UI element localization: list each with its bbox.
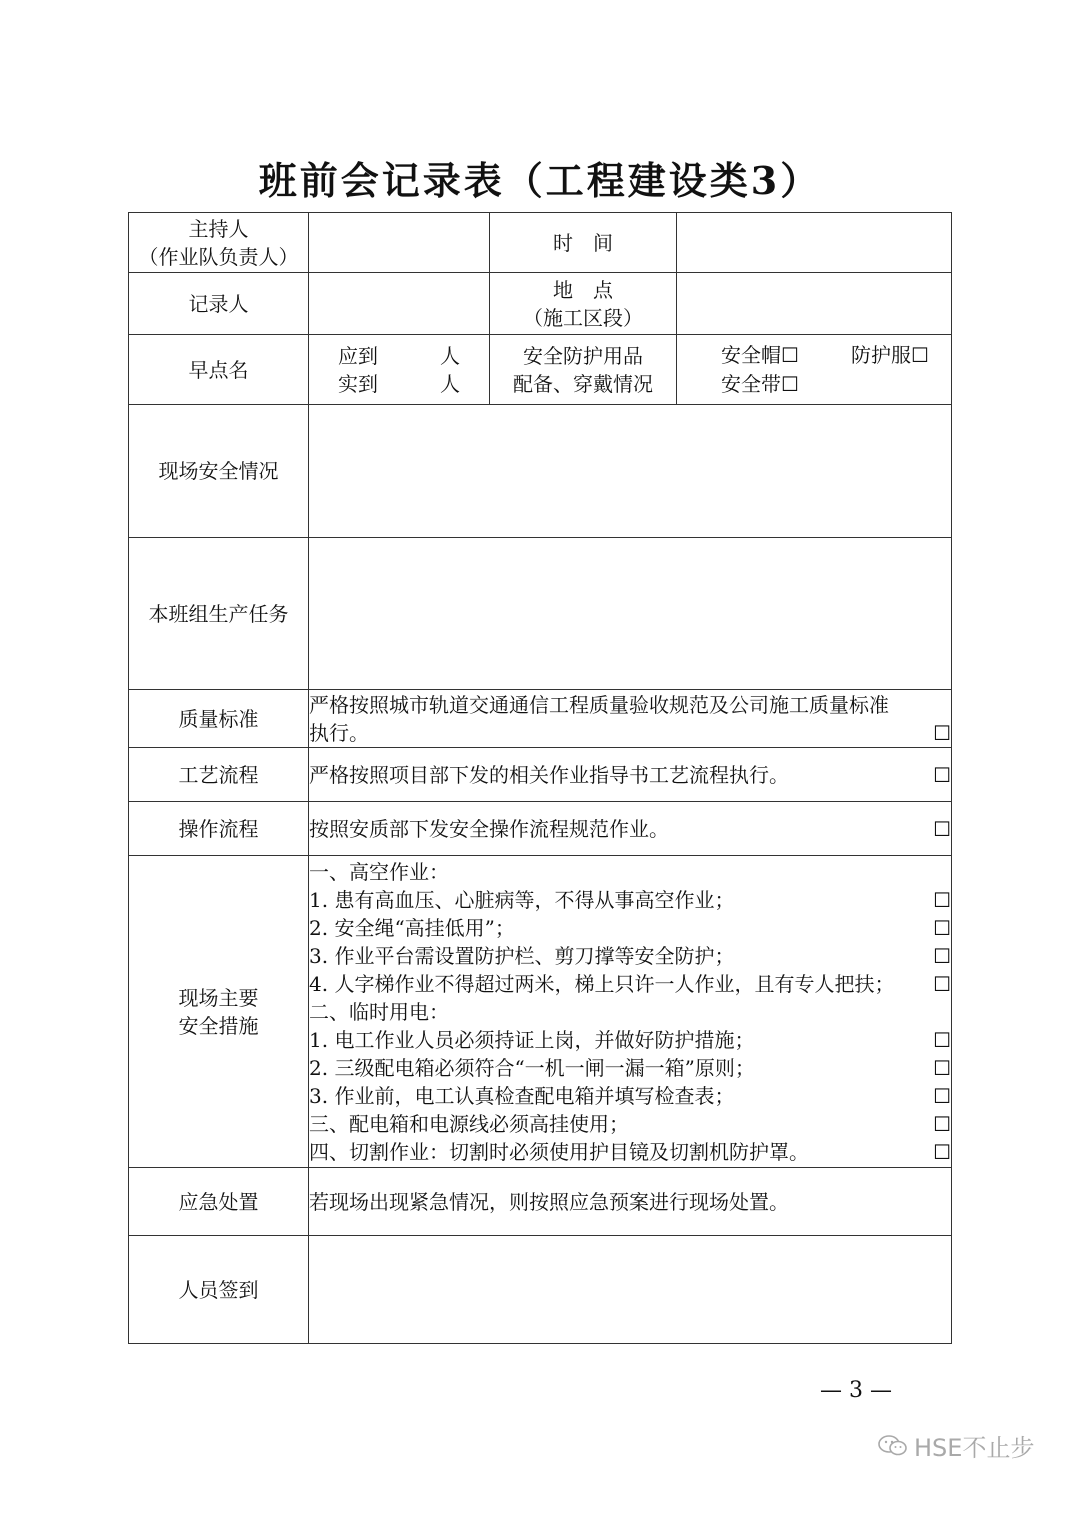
expected-label: 应到 bbox=[338, 343, 378, 368]
safety-measure-checkbox[interactable]: ☐ bbox=[933, 887, 951, 912]
location-sub-label: （施工区段） bbox=[523, 305, 643, 330]
location-label: 地 点 bbox=[553, 277, 613, 302]
quality-checkbox[interactable]: ☐ bbox=[933, 720, 951, 745]
safety-measure-text: 一、高空作业： bbox=[309, 859, 449, 884]
safety-measure-checkbox[interactable]: ☐ bbox=[933, 943, 951, 968]
recorder-field[interactable] bbox=[309, 273, 490, 335]
safety-measure-text: 1. 电工作业人员必须持证上岗，并做好防护措施； bbox=[309, 1027, 755, 1052]
recorder-label: 记录人 bbox=[129, 273, 309, 335]
watermark-text: HSE不止步 bbox=[914, 1434, 1035, 1462]
location-field[interactable] bbox=[677, 273, 952, 335]
safety-measure-checkbox[interactable]: ☐ bbox=[933, 1083, 951, 1108]
safety-measures-row bbox=[129, 856, 952, 1168]
safety-measures-label: 现场主要 bbox=[178, 985, 259, 1010]
site-safety-label: 现场安全情况 bbox=[129, 405, 309, 538]
ppe-checklist bbox=[677, 335, 952, 405]
process-checkbox[interactable]: ☐ bbox=[933, 762, 951, 787]
safety-measure-item bbox=[309, 858, 951, 886]
production-task-label: 本班组生产任务 bbox=[129, 538, 309, 690]
safety-measure-item bbox=[309, 1082, 951, 1110]
page-title: 班前会记录表（工程建设类3） bbox=[258, 158, 822, 203]
safety-measure-text: 二、临时用电： bbox=[309, 999, 449, 1024]
actual-unit: 人 bbox=[440, 371, 460, 396]
ppe-label: 安全防护用品 bbox=[523, 343, 643, 368]
rollcall-row bbox=[129, 335, 952, 405]
safety-measure-checkbox[interactable]: ☐ bbox=[933, 915, 951, 940]
safety-measure-item bbox=[309, 1138, 951, 1166]
page-number: — 3 — bbox=[820, 1378, 892, 1403]
signin-label: 人员签到 bbox=[129, 1236, 309, 1344]
safety-measure-text: 3. 作业平台需设置防护栏、剪刀撑等安全防护； bbox=[309, 943, 735, 968]
safety-measure-item bbox=[309, 1054, 951, 1082]
safety-measure-text: 2. 安全绳“高挂低用”； bbox=[309, 915, 515, 940]
safety-measure-text: 三、配电箱和电源线必须高挂使用； bbox=[309, 1111, 629, 1136]
emergency-text: 若现场出现紧急情况，则按照应急预案进行现场处置。 bbox=[309, 1189, 789, 1214]
operation-row bbox=[129, 802, 952, 856]
attendance-cell[interactable] bbox=[309, 335, 490, 405]
signin-row bbox=[129, 1236, 952, 1344]
emergency-row bbox=[129, 1168, 952, 1236]
production-task-row bbox=[129, 538, 952, 690]
host-row bbox=[129, 213, 952, 273]
safety-measure-item bbox=[309, 1110, 951, 1138]
recorder-row bbox=[129, 273, 952, 335]
host-field[interactable] bbox=[309, 213, 490, 273]
expected-unit: 人 bbox=[440, 343, 460, 368]
host-label-cell bbox=[129, 213, 309, 273]
process-row bbox=[129, 748, 952, 802]
actual-label: 实到 bbox=[338, 371, 378, 396]
safety-measure-item bbox=[309, 914, 951, 942]
ppe-label-cell bbox=[490, 335, 677, 405]
ppe-sub-label: 配备、穿戴情况 bbox=[513, 371, 653, 396]
safety-measure-item bbox=[309, 942, 951, 970]
meeting-record-table bbox=[128, 212, 952, 1344]
watermark bbox=[878, 1428, 1034, 1463]
emergency-content bbox=[309, 1168, 952, 1236]
quality-row bbox=[129, 690, 952, 748]
emergency-label: 应急处置 bbox=[129, 1168, 309, 1236]
quality-text: 执行。 bbox=[309, 720, 369, 745]
safety-measure-item bbox=[309, 998, 951, 1026]
process-content bbox=[309, 748, 952, 802]
quality-label: 质量标准 bbox=[129, 690, 309, 748]
expected-count bbox=[309, 342, 489, 370]
safety-measure-text: 2. 三级配电箱必须符合“一机一闸一漏一箱”原则； bbox=[309, 1055, 755, 1080]
operation-checkbox[interactable]: ☐ bbox=[933, 816, 951, 841]
rollcall-label: 早点名 bbox=[129, 335, 309, 405]
safety-measure-checkbox[interactable]: ☐ bbox=[933, 1027, 951, 1052]
ppe-helmet-checkbox[interactable]: 安全帽☐ bbox=[721, 342, 799, 367]
safety-measures-list bbox=[309, 856, 952, 1168]
safety-measure-checkbox[interactable]: ☐ bbox=[933, 1055, 951, 1080]
safety-measure-text: 3. 作业前，电工认真检查配电箱并填写检查表； bbox=[309, 1083, 735, 1108]
quality-content bbox=[309, 690, 952, 748]
operation-text: 按照安质部下发安全操作流程规范作业。 bbox=[309, 816, 669, 841]
ppe-harness-checkbox[interactable]: 安全带☐ bbox=[721, 371, 799, 396]
quality-text-line-1: 严格按照城市轨道交通通信工程质量验收规范及公司施工质量标准 bbox=[309, 692, 889, 717]
location-label-cell bbox=[490, 273, 677, 335]
safety-measure-item bbox=[309, 1026, 951, 1054]
production-task-field[interactable] bbox=[309, 538, 952, 690]
safety-measure-checkbox[interactable]: ☐ bbox=[933, 1111, 951, 1136]
safety-measure-text: 四、切割作业：切割时必须使用护目镜及切割机防护罩。 bbox=[309, 1139, 809, 1164]
site-safety-row bbox=[129, 405, 952, 538]
safety-measure-text: 4. 人字梯作业不得超过两米，梯上只许一人作业，且有专人把扶； bbox=[309, 971, 895, 996]
quality-text-line-2 bbox=[309, 719, 951, 747]
operation-content bbox=[309, 802, 952, 856]
time-label: 时 间 bbox=[490, 213, 677, 273]
process-label: 工艺流程 bbox=[129, 748, 309, 802]
wechat-icon bbox=[878, 1434, 908, 1458]
safety-measures-label-cell bbox=[129, 856, 309, 1168]
safety-measure-text: 1. 患有高血压、心脏病等，不得从事高空作业； bbox=[309, 887, 735, 912]
ppe-suit-checkbox[interactable]: 防护服☐ bbox=[851, 342, 929, 367]
process-text: 严格按照项目部下发的相关作业指导书工艺流程执行。 bbox=[309, 762, 789, 787]
safety-measure-item bbox=[309, 970, 951, 998]
safety-measure-checkbox[interactable]: ☐ bbox=[933, 1139, 951, 1164]
safety-measure-checkbox[interactable]: ☐ bbox=[933, 971, 951, 996]
operation-label: 操作流程 bbox=[129, 802, 309, 856]
host-label: 主持人 bbox=[188, 216, 249, 241]
actual-count bbox=[309, 370, 489, 398]
time-field[interactable] bbox=[677, 213, 952, 273]
site-safety-field[interactable] bbox=[309, 405, 952, 538]
host-sub-label: （作业队负责人） bbox=[138, 244, 299, 269]
safety-measure-item bbox=[309, 886, 951, 914]
signin-field[interactable] bbox=[309, 1236, 952, 1344]
safety-measures-sub-label: 安全措施 bbox=[178, 1013, 259, 1038]
